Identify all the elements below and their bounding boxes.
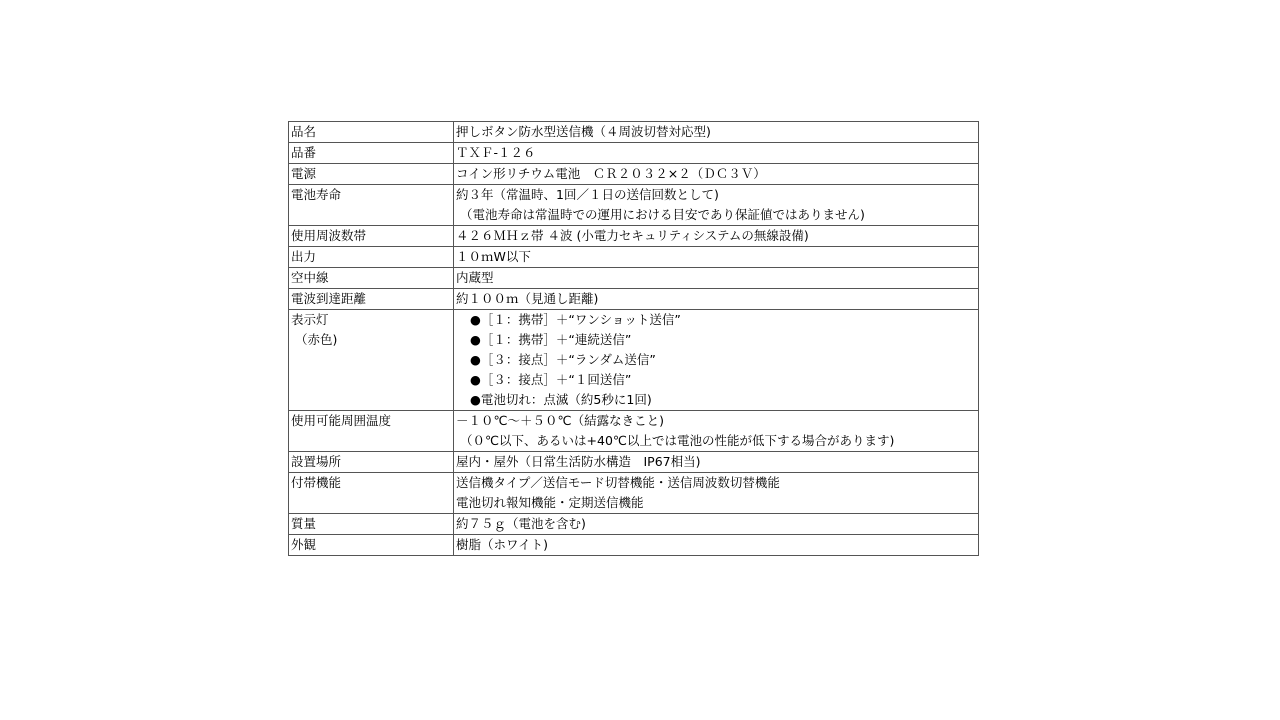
row-value-cell	[454, 535, 979, 556]
table-row	[289, 122, 979, 143]
row-label-cell	[289, 289, 454, 310]
row-value-cell	[454, 164, 979, 185]
row-value: 内蔵型	[456, 270, 494, 285]
row-label-cell	[289, 122, 454, 143]
row-value: 約１００ｍ（見通し距離)	[456, 291, 599, 306]
table-row	[289, 268, 979, 289]
table-row	[289, 452, 979, 473]
row-label-cell	[289, 268, 454, 289]
row-value: 屋内・屋外（日常生活防水構造 IP67相当)	[456, 454, 701, 469]
table-row	[289, 164, 979, 185]
table-row	[289, 535, 979, 556]
row-value: コイン形リチウム電池 ＣＲ２０３２×２（ＤＣ３Ｖ）	[456, 166, 766, 181]
row-value-cell	[454, 310, 979, 411]
table-row	[289, 185, 979, 226]
row-label-cell	[289, 452, 454, 473]
row-value-cell	[454, 122, 979, 143]
row-label: 使用可能周囲温度	[291, 413, 392, 428]
row-value-cell	[454, 411, 979, 452]
row-label-cell	[289, 226, 454, 247]
table-row	[289, 514, 979, 535]
row-label-cell	[289, 514, 454, 535]
row-label: 出力	[291, 249, 317, 264]
row-value-cell	[454, 452, 979, 473]
row-label: 電池寿命	[291, 187, 342, 202]
row-value-cell	[454, 247, 979, 268]
row-label-cell	[289, 310, 454, 411]
indicator-item: ●［１：携帯］＋“連続送信”	[470, 332, 632, 347]
row-value-cell	[454, 268, 979, 289]
row-value-note: （０℃以下、あるいは+40℃以上では電池の性能が低下する場合があります)	[460, 433, 895, 448]
row-value-cell	[454, 473, 979, 514]
row-value: 押しボタン防水型送信機（４周波切替対応型)	[456, 124, 711, 139]
indicator-item: ●［１：携帯］＋“ワンショット送信”	[470, 312, 681, 327]
row-label-sub: （赤色)	[295, 332, 338, 347]
table-row	[289, 289, 979, 310]
row-label-cell	[289, 185, 454, 226]
row-value: －１０℃～＋５０℃（結露なきこと)	[456, 413, 664, 428]
row-value-note: （電池寿命は常温時での運用における目安であり保証値ではありません)	[460, 207, 865, 222]
row-label-cell	[289, 143, 454, 164]
row-label-cell	[289, 473, 454, 514]
table-row	[289, 143, 979, 164]
indicator-item: ●［３：接点］＋“ランダム送信”	[470, 352, 656, 367]
table-row	[289, 473, 979, 514]
table-row	[289, 247, 979, 268]
table-row	[289, 310, 979, 411]
spec-table-body	[289, 122, 979, 556]
row-label: 付帯機能	[291, 475, 342, 490]
row-value-cell	[454, 226, 979, 247]
row-value-cell	[454, 289, 979, 310]
indicator-item: ●電池切れ：点滅（約5秒に1回)	[470, 392, 652, 407]
row-label: 電波到達距離	[291, 291, 367, 306]
row-value: 約７５ｇ（電池を含む)	[456, 516, 586, 531]
row-label-cell	[289, 164, 454, 185]
row-label: 設置場所	[291, 454, 342, 469]
row-value: ４２６ＭＨｚ帯 ４波 (小電力セキュリティシステムの無線設備)	[456, 228, 809, 243]
row-value-cell	[454, 514, 979, 535]
row-value: 約３年（常温時、1回／１日の送信回数として)	[456, 187, 719, 202]
row-value: 樹脂（ホワイト)	[456, 537, 549, 552]
indicator-item: ●［３：接点］＋“１回送信”	[470, 372, 632, 387]
row-value-line2: 電池切れ報知機能・定期送信機能	[456, 495, 644, 510]
row-value: 送信機タイプ／送信モード切替機能・送信周波数切替機能	[456, 475, 780, 490]
row-label: 空中線	[291, 270, 329, 285]
row-label: 使用周波数帯	[291, 228, 367, 243]
row-value: １０ｍW以下	[456, 249, 531, 264]
row-value: ＴＸＦ-１２６	[456, 145, 536, 160]
row-label: 品番	[291, 145, 317, 160]
row-label-cell	[289, 535, 454, 556]
row-value-cell	[454, 185, 979, 226]
table-row	[289, 411, 979, 452]
row-label: 品名	[291, 124, 317, 139]
row-label: 表示灯	[291, 312, 329, 327]
row-value-cell	[454, 143, 979, 164]
row-label-cell	[289, 247, 454, 268]
row-label-cell	[289, 411, 454, 452]
spec-table	[288, 121, 979, 556]
row-label: 電源	[291, 166, 317, 181]
row-label: 外観	[291, 537, 317, 552]
table-row	[289, 226, 979, 247]
row-label: 質量	[291, 516, 317, 531]
